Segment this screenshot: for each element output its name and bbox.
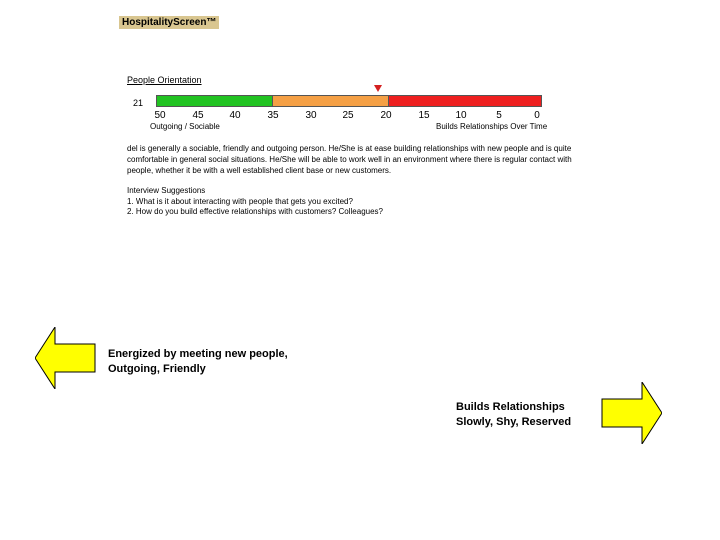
interview-question: 1. What is it about interacting with people that gets you excited? (127, 197, 353, 206)
scale-segment-low (389, 96, 541, 106)
reserved-label (456, 400, 571, 430)
scale-tick: 50 (154, 110, 166, 121)
arrow-right-icon (600, 382, 662, 444)
outgoing-label-line: Energized by meeting new people, (108, 348, 288, 360)
scale-tick: 15 (418, 110, 430, 121)
outgoing-label (108, 347, 288, 377)
orientation-description (127, 143, 597, 176)
outgoing-label-line: Outgoing, Friendly (108, 363, 206, 375)
scale-tick: 35 (267, 110, 279, 121)
scale-left-label: Outgoing / Sociable (150, 122, 220, 131)
reserved-label-line: Slowly, Shy, Reserved (456, 416, 572, 428)
scale-segment-mid (273, 96, 389, 106)
description-line: del is generally a sociable, friendly and outgoing person. He/She is at ease building relationships with new people and is quite (127, 144, 572, 153)
scale-tick: 10 (455, 110, 467, 121)
scale-tick: 40 (229, 110, 241, 121)
arrow-left-icon (35, 327, 97, 389)
scale-ticks (150, 110, 550, 122)
scale-tick: 25 (342, 110, 354, 121)
interview-title: Interview Suggestions (127, 186, 206, 195)
scale-segment-high (157, 96, 273, 106)
scale-tick: 0 (534, 110, 540, 121)
crop-edge (120, 216, 600, 228)
hospitality-screen-logo: HospitalityScreen™ (119, 16, 219, 29)
description-line: people, whether it be with a well established client base or new customers. (127, 166, 392, 175)
reserved-label-line: Builds Relationships (456, 401, 565, 413)
interview-question: 2. How do you build effective relationships with customers? Colleagues? (127, 207, 383, 216)
scale-tick: 5 (496, 110, 502, 121)
scale-tick: 20 (380, 110, 392, 121)
score-marker (374, 85, 382, 92)
orientation-scale-bar (156, 95, 542, 107)
scale-right-label: Builds Relationships Over Time (436, 122, 548, 131)
scale-tick: 30 (305, 110, 317, 121)
scale-tick: 45 (192, 110, 204, 121)
description-line: comfortable in general social situations. He/She will be able to work well in an environment where there is regular contact with (127, 155, 572, 164)
section-title: People Orientation (127, 75, 202, 85)
score-value: 21 (133, 98, 144, 108)
